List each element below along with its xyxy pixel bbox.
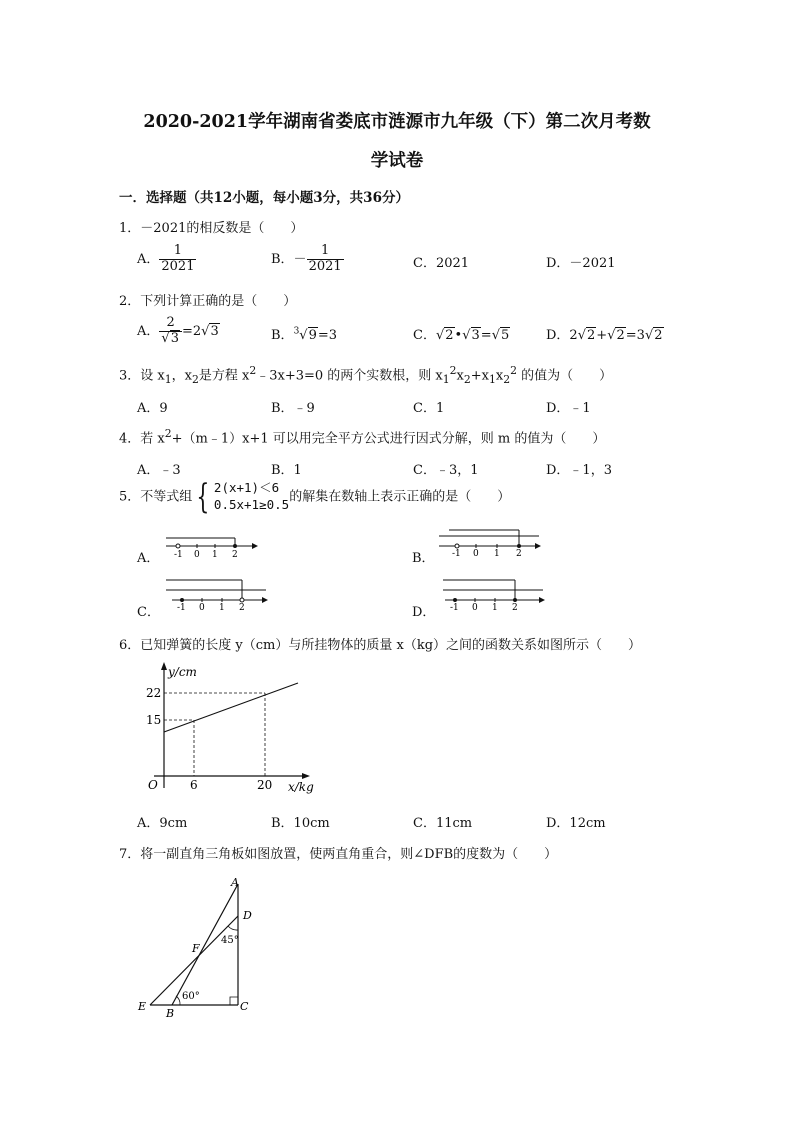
question-5-stem: 5．不等式组 { 2(x+1)＜6 0.5x+1≥0.5 的解集在数轴上表示正确的是（ ） bbox=[119, 477, 511, 517]
point-F: F bbox=[192, 942, 200, 955]
svg-text:1: 1 bbox=[219, 603, 225, 612]
q5-option-a-label: A． bbox=[137, 551, 160, 566]
q3-option-c: C．1 bbox=[413, 401, 445, 416]
svg-text:1: 1 bbox=[494, 549, 500, 558]
point-A: A bbox=[231, 876, 239, 889]
tick-2: 2 bbox=[232, 550, 238, 560]
q6-option-b: B．10cm bbox=[271, 816, 330, 831]
q5-number-line-c bbox=[160, 576, 270, 612]
graph-ytick-22: 22 bbox=[146, 686, 162, 700]
question-6-stem: 6．已知弹簧的长度 y（cm）与所挂物体的质量 x（kg）之间的函数关系如图所示（ ） bbox=[119, 638, 642, 653]
graph-origin: O bbox=[148, 778, 158, 792]
q6-option-a: A．9cm bbox=[137, 816, 188, 831]
q1-option-a: A． $\frac{1}{2021}$ bbox=[137, 243, 195, 274]
question-2-stem: 2．下列计算正确的是（ ） bbox=[119, 294, 297, 309]
svg-text:1: 1 bbox=[492, 603, 498, 612]
exam-title-line2: 学试卷 bbox=[370, 151, 424, 171]
svg-text:-1: -1 bbox=[450, 603, 459, 612]
q4-option-a: A．﹣3 bbox=[137, 463, 181, 478]
graph-xtick-20: 20 bbox=[257, 778, 273, 792]
tick-neg1: -1 bbox=[174, 550, 183, 560]
q3-option-d: D．﹣1 bbox=[546, 401, 591, 416]
graph-xtick-6: 6 bbox=[190, 778, 198, 792]
point-B: B bbox=[166, 1007, 175, 1020]
q1-option-d: D．－2021 bbox=[546, 256, 616, 271]
q1-option-b: B．－ $\frac{1}{2021}$ bbox=[271, 243, 342, 274]
angle-60: 60° bbox=[182, 991, 200, 1002]
q2-option-d: D．2√2+√2=3√2 bbox=[546, 328, 663, 343]
tick-1: 1 bbox=[212, 550, 218, 560]
angle-45: 45° bbox=[221, 935, 239, 946]
function-line bbox=[164, 683, 298, 732]
point-E: E bbox=[138, 1000, 147, 1013]
question-4-stem: 4．若 $x^2+(m﹣1)x+1$ 可以用完全平方公式进行因式分解，则 m 的值为（ ） bbox=[119, 427, 606, 447]
question-7-stem: 7．将一副直角三角板如图放置，使两直角重合，则∠DFB的度数为（ ） bbox=[119, 847, 558, 862]
q6-option-d: D．12cm bbox=[546, 816, 606, 831]
q6-function-graph bbox=[140, 660, 325, 800]
q3-option-a: A．9 bbox=[137, 401, 168, 416]
q5-number-line-d bbox=[435, 576, 547, 612]
q7-triangle-figure bbox=[130, 872, 270, 1022]
tick-0: 0 bbox=[194, 550, 200, 560]
q4-option-d: D．﹣1，3 bbox=[546, 463, 612, 478]
question-3-stem: 3．设 $x_1$，$x_2$是方程 $x^2﹣3x+3=0$ 的两个实数根，则 $x_1^2x_2+x_1x_2^2$ 的值为（ ） bbox=[119, 364, 613, 386]
q4-option-c: C．﹣3，1 bbox=[413, 463, 479, 478]
svg-text:-1: -1 bbox=[177, 603, 186, 612]
q5-option-d-label: D． bbox=[412, 605, 436, 620]
q5-option-b-label: B． bbox=[412, 551, 435, 566]
q5-number-line-b bbox=[435, 524, 545, 558]
point-C: C bbox=[240, 1000, 249, 1013]
q2-option-b: B．$^3$√9=3 bbox=[271, 326, 338, 343]
q2-option-c: C．√2•√3=√5 bbox=[413, 328, 510, 343]
svg-text:2: 2 bbox=[516, 549, 522, 558]
graph-x-label: x/kg bbox=[288, 780, 314, 794]
exam-title-line1: 2020-2021学年湖南省娄底市涟源市九年级（下）第二次月考数 bbox=[143, 112, 651, 132]
q6-option-c: C．11cm bbox=[413, 816, 473, 831]
svg-text:0: 0 bbox=[472, 603, 478, 612]
svg-text:0: 0 bbox=[473, 549, 479, 558]
graph-y-label: y/cm bbox=[168, 665, 197, 679]
svg-text:2: 2 bbox=[512, 603, 518, 612]
question-1-stem: 1．－2021的相反数是（ ） bbox=[119, 221, 304, 236]
q2-option-a: A． $\frac{2}{√3}$ =2√3 bbox=[137, 315, 219, 346]
q5-number-line-a bbox=[160, 528, 260, 560]
graph-ytick-15: 15 bbox=[146, 713, 162, 727]
q4-option-b: B．1 bbox=[271, 463, 302, 478]
point-D: D bbox=[243, 909, 252, 922]
q3-option-b: B．﹣9 bbox=[271, 401, 315, 416]
section-heading: 一．选择题（共12小题，每小题3分，共36分） bbox=[119, 190, 409, 206]
q5-option-c-label: C． bbox=[137, 605, 160, 620]
q1-option-c: C．2021 bbox=[413, 256, 470, 271]
svg-text:-1: -1 bbox=[452, 549, 461, 558]
svg-text:2: 2 bbox=[239, 603, 245, 612]
svg-text:0: 0 bbox=[199, 603, 205, 612]
